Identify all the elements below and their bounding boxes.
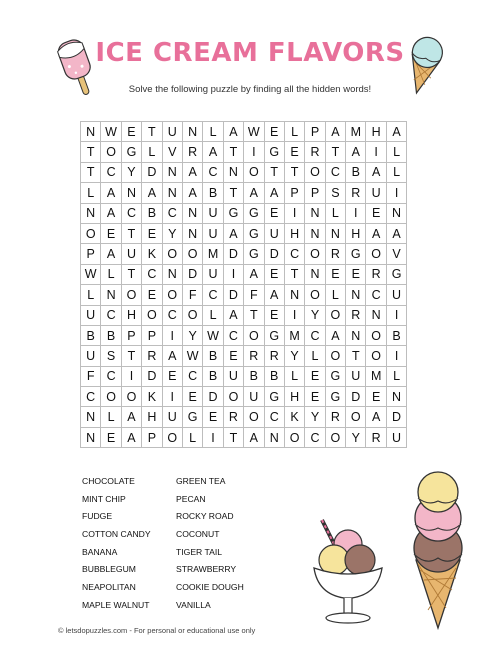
grid-cell: U <box>81 305 101 325</box>
grid-cell: I <box>121 366 141 386</box>
grid-cell: O <box>121 285 141 305</box>
grid-cell: W <box>244 122 264 142</box>
grid-cell: T <box>284 264 304 284</box>
copyright-footer: © letsdopuzzles.com - For personal or educational use only <box>58 626 256 635</box>
grid-cell: I <box>284 305 304 325</box>
grid-cell: G <box>264 142 284 162</box>
grid-cell: C <box>162 305 182 325</box>
grid-cell: L <box>101 407 121 427</box>
grid-cell: O <box>244 325 264 345</box>
grid-cell: A <box>366 223 386 243</box>
grid-cell: C <box>142 264 162 284</box>
grid-cell: I <box>223 264 243 284</box>
grid-cell: C <box>203 162 223 182</box>
grid-cell: U <box>366 183 386 203</box>
grid-cell: Y <box>305 305 325 325</box>
triple-scoop-cone-icon <box>398 470 478 637</box>
grid-cell: D <box>223 285 243 305</box>
grid-cell: U <box>264 223 284 243</box>
grid-cell: A <box>325 325 345 345</box>
grid-cell: B <box>203 346 223 366</box>
grid-cell: P <box>142 427 162 447</box>
grid-cell: A <box>101 203 121 223</box>
grid-cell: E <box>162 366 182 386</box>
grid-cell: L <box>203 305 223 325</box>
grid-cell: A <box>264 183 284 203</box>
grid-cell: T <box>142 122 162 142</box>
grid-cell: R <box>325 407 345 427</box>
grid-cell: A <box>264 285 284 305</box>
grid-cell: N <box>386 203 406 223</box>
grid-cell: I <box>386 305 406 325</box>
grid-cell: P <box>142 325 162 345</box>
grid-cell: B <box>264 366 284 386</box>
grid-cell: G <box>325 387 345 407</box>
grid-cell: V <box>162 142 182 162</box>
grid-cell: C <box>284 244 304 264</box>
grid-cell: O <box>284 427 304 447</box>
grid-cell: A <box>244 264 264 284</box>
grid-cell: D <box>182 264 202 284</box>
grid-row <box>81 346 407 366</box>
grid-row <box>81 264 407 284</box>
grid-cell: T <box>244 305 264 325</box>
grid-cell: O <box>182 244 202 264</box>
grid-cell: N <box>305 264 325 284</box>
grid-cell: H <box>284 387 304 407</box>
grid-cell: S <box>325 183 345 203</box>
grid-cell: T <box>121 346 141 366</box>
grid-cell: H <box>366 122 386 142</box>
grid-cell: T <box>223 142 243 162</box>
grid-row <box>81 223 407 243</box>
grid-cell: C <box>101 366 121 386</box>
word-list-item: COCONUT <box>176 529 220 540</box>
grid-cell: D <box>142 162 162 182</box>
grid-cell: C <box>182 366 202 386</box>
grid-cell: E <box>284 142 304 162</box>
grid-cell: C <box>162 203 182 223</box>
grid-cell: R <box>264 346 284 366</box>
grid-row <box>81 122 407 142</box>
word-list-column-1 <box>82 473 151 615</box>
grid-cell: N <box>182 122 202 142</box>
grid-cell: R <box>346 305 366 325</box>
grid-cell: I <box>203 427 223 447</box>
grid-cell: R <box>325 244 345 264</box>
grid-cell: A <box>366 162 386 182</box>
grid-cell: U <box>81 346 101 366</box>
word-list-item: ROCKY ROAD <box>176 511 234 522</box>
grid-cell: A <box>223 223 243 243</box>
grid-cell: U <box>162 407 182 427</box>
grid-row <box>81 285 407 305</box>
grid-cell: G <box>182 407 202 427</box>
grid-cell: T <box>346 346 366 366</box>
word-list-item: MAPLE WALNUT <box>82 599 150 610</box>
grid-cell: R <box>366 264 386 284</box>
grid-cell: E <box>346 264 366 284</box>
grid-cell: C <box>101 162 121 182</box>
grid-cell: A <box>386 223 406 243</box>
grid-cell: G <box>264 387 284 407</box>
grid-cell: R <box>305 142 325 162</box>
grid-cell: G <box>264 325 284 345</box>
grid-cell: P <box>81 244 101 264</box>
grid-cell: E <box>223 346 243 366</box>
grid-cell: N <box>101 285 121 305</box>
grid-cell: C <box>305 325 325 345</box>
grid-cell: N <box>325 223 345 243</box>
grid-cell: L <box>284 122 304 142</box>
grid-cell: O <box>101 387 121 407</box>
grid-cell: U <box>346 366 366 386</box>
grid-cell: L <box>386 366 406 386</box>
grid-cell: E <box>305 387 325 407</box>
grid-cell: U <box>386 285 406 305</box>
word-list-item: TIGER TAIL <box>176 546 223 557</box>
grid-cell: O <box>223 387 243 407</box>
grid-cell: E <box>203 407 223 427</box>
grid-row <box>81 305 407 325</box>
grid-cell: T <box>121 223 141 243</box>
grid-cell: B <box>142 203 162 223</box>
grid-cell: I <box>386 346 406 366</box>
grid-cell: R <box>182 142 202 162</box>
grid-cell: O <box>325 346 345 366</box>
grid-cell: G <box>346 244 366 264</box>
grid-cell: L <box>284 366 304 386</box>
grid-cell: T <box>121 264 141 284</box>
grid-cell: A <box>101 244 121 264</box>
grid-cell: W <box>203 325 223 345</box>
grid-cell: O <box>325 305 345 325</box>
grid-cell: L <box>81 183 101 203</box>
grid-row <box>81 387 407 407</box>
grid-cell: N <box>81 427 101 447</box>
grid-cell: L <box>182 427 202 447</box>
grid-cell: M <box>346 122 366 142</box>
word-list-item: COTTON CANDY <box>82 529 151 540</box>
grid-cell: N <box>81 407 101 427</box>
word-list-item: CHOCOLATE <box>82 476 135 486</box>
grid-cell: C <box>264 407 284 427</box>
grid-cell: T <box>223 183 243 203</box>
grid-cell: C <box>81 387 101 407</box>
grid-cell: D <box>142 366 162 386</box>
grid-cell: A <box>121 427 141 447</box>
grid-row <box>81 162 407 182</box>
grid-cell: O <box>366 346 386 366</box>
grid-cell: T <box>284 162 304 182</box>
grid-cell: L <box>142 142 162 162</box>
grid-cell: N <box>121 183 141 203</box>
grid-cell: U <box>203 203 223 223</box>
grid-cell: T <box>325 142 345 162</box>
grid-cell: H <box>284 223 304 243</box>
grid-cell: D <box>386 407 406 427</box>
grid-cell: W <box>101 122 121 142</box>
grid-cell: I <box>162 387 182 407</box>
grid-cell: L <box>386 162 406 182</box>
grid-row <box>81 142 407 162</box>
grid-cell: Y <box>162 223 182 243</box>
grid-cell: T <box>81 142 101 162</box>
grid-cell: N <box>162 264 182 284</box>
grid-cell: A <box>203 142 223 162</box>
grid-cell: A <box>121 407 141 427</box>
grid-cell: A <box>346 142 366 162</box>
grid-cell: E <box>366 387 386 407</box>
grid-cell: C <box>203 285 223 305</box>
grid-cell: L <box>203 122 223 142</box>
grid-cell: T <box>223 427 243 447</box>
grid-cell: E <box>264 122 284 142</box>
grid-cell: C <box>305 427 325 447</box>
grid-cell: A <box>142 183 162 203</box>
grid-cell: Y <box>284 346 304 366</box>
grid-cell: P <box>284 183 304 203</box>
grid-cell: L <box>325 285 345 305</box>
grid-cell: H <box>346 223 366 243</box>
grid-cell: E <box>264 203 284 223</box>
grid-cell: H <box>121 305 141 325</box>
grid-cell: I <box>284 203 304 223</box>
grid-cell: I <box>366 142 386 162</box>
grid-cell: M <box>366 366 386 386</box>
grid-cell: O <box>142 305 162 325</box>
grid-cell: N <box>162 162 182 182</box>
page-subtitle: Solve the following puzzle by finding all the hidden words! <box>128 84 372 95</box>
grid-cell: O <box>244 407 264 427</box>
word-list-item: BANANA <box>82 546 118 557</box>
grid-cell: F <box>81 366 101 386</box>
word-list-item: VANILLA <box>176 599 211 610</box>
grid-cell: N <box>81 122 101 142</box>
grid-cell: T <box>81 162 101 182</box>
grid-cell: O <box>162 244 182 264</box>
grid-cell: F <box>244 285 264 305</box>
grid-cell: A <box>386 122 406 142</box>
grid-row <box>81 427 407 447</box>
grid-cell: A <box>223 305 243 325</box>
grid-row <box>81 183 407 203</box>
grid-cell: N <box>366 305 386 325</box>
grid-cell: O <box>121 387 141 407</box>
grid-cell: M <box>284 325 304 345</box>
grid-cell: E <box>101 427 121 447</box>
grid-cell: N <box>346 325 366 345</box>
grid-cell: I <box>386 183 406 203</box>
grid-cell: I <box>162 325 182 345</box>
grid-cell: C <box>325 162 345 182</box>
grid-cell: I <box>244 142 264 162</box>
grid-cell: W <box>182 346 202 366</box>
grid-cell: B <box>203 366 223 386</box>
grid-cell: E <box>142 285 162 305</box>
grid-cell: N <box>81 203 101 223</box>
grid-cell: M <box>203 244 223 264</box>
grid-cell: E <box>264 264 284 284</box>
grid-cell: O <box>325 427 345 447</box>
grid-cell: D <box>203 387 223 407</box>
grid-cell: N <box>162 183 182 203</box>
word-list-item: PECAN <box>176 493 206 504</box>
grid-cell: I <box>346 203 366 223</box>
grid-cell: O <box>162 427 182 447</box>
grid-cell: C <box>223 325 243 345</box>
grid-cell: B <box>386 325 406 345</box>
grid-cell: L <box>81 285 101 305</box>
grid-cell: D <box>223 244 243 264</box>
grid-cell: G <box>244 244 264 264</box>
grid-cell: B <box>81 325 101 345</box>
word-list-column-2 <box>176 473 244 615</box>
grid-cell: N <box>346 285 366 305</box>
word-list-item: STRAWBERRY <box>176 564 237 575</box>
grid-cell: G <box>244 203 264 223</box>
grid-cell: N <box>264 427 284 447</box>
grid-cell: N <box>182 223 202 243</box>
grid-cell: O <box>182 305 202 325</box>
grid-cell: G <box>223 203 243 223</box>
grid-cell: A <box>366 407 386 427</box>
grid-cell: O <box>101 142 121 162</box>
grid-cell: E <box>101 223 121 243</box>
grid-cell: R <box>142 346 162 366</box>
grid-cell: O <box>81 223 101 243</box>
grid-cell: O <box>366 244 386 264</box>
grid-cell: O <box>162 285 182 305</box>
grid-cell: H <box>142 407 162 427</box>
grid-cell: G <box>386 264 406 284</box>
grid-cell: N <box>284 285 304 305</box>
grid-cell: C <box>101 305 121 325</box>
grid-cell: U <box>244 387 264 407</box>
grid-cell: T <box>264 162 284 182</box>
grid-cell: Y <box>121 162 141 182</box>
grid-cell: C <box>366 285 386 305</box>
grid-cell: E <box>142 223 162 243</box>
word-list-item: FUDGE <box>82 511 113 522</box>
grid-cell: N <box>305 223 325 243</box>
grid-cell: G <box>121 142 141 162</box>
grid-cell: A <box>182 162 202 182</box>
word-list-item: NEAPOLITAN <box>82 582 136 593</box>
grid-cell: R <box>223 407 243 427</box>
grid-cell: A <box>244 427 264 447</box>
grid-cell: B <box>101 325 121 345</box>
page-title: ICE CREAM FLAVORS <box>95 38 405 68</box>
grid-cell: R <box>346 183 366 203</box>
grid-cell: O <box>346 407 366 427</box>
grid-cell: U <box>162 122 182 142</box>
grid-cell: W <box>81 264 101 284</box>
grid-cell: A <box>244 183 264 203</box>
word-list-item: BUBBLEGUM <box>82 564 136 575</box>
grid-cell: K <box>142 387 162 407</box>
grid-cell: B <box>203 183 223 203</box>
grid-cell: G <box>325 366 345 386</box>
grid-cell: G <box>244 223 264 243</box>
grid-cell: U <box>203 264 223 284</box>
grid-cell: S <box>101 346 121 366</box>
grid-cell: C <box>121 203 141 223</box>
grid-cell: K <box>142 244 162 264</box>
grid-cell: L <box>325 203 345 223</box>
grid-row <box>81 244 407 264</box>
grid-cell: L <box>305 346 325 366</box>
grid-cell: U <box>203 223 223 243</box>
grid-cell: N <box>386 387 406 407</box>
grid-cell: R <box>366 427 386 447</box>
grid-cell: A <box>162 346 182 366</box>
grid-cell: P <box>121 325 141 345</box>
grid-cell: U <box>121 244 141 264</box>
grid-cell: E <box>182 387 202 407</box>
grid-cell: K <box>284 407 304 427</box>
grid-cell: N <box>305 203 325 223</box>
grid-row <box>81 407 407 427</box>
grid-cell: B <box>244 366 264 386</box>
grid-row <box>81 366 407 386</box>
word-list-item: MINT CHIP <box>82 493 126 504</box>
grid-cell: B <box>346 162 366 182</box>
sundae-icon <box>300 518 396 631</box>
grid-cell: D <box>264 244 284 264</box>
grid-cell: V <box>386 244 406 264</box>
grid-cell: D <box>346 387 366 407</box>
grid-row <box>81 203 407 223</box>
grid-cell: A <box>325 122 345 142</box>
grid-cell: A <box>223 122 243 142</box>
grid-cell: P <box>305 122 325 142</box>
word-search-grid <box>80 121 407 448</box>
grid-cell: O <box>305 285 325 305</box>
grid-cell: A <box>182 183 202 203</box>
grid-cell: L <box>386 142 406 162</box>
grid-cell: A <box>101 183 121 203</box>
grid-cell: Y <box>182 325 202 345</box>
grid-cell: U <box>223 366 243 386</box>
grid-cell: O <box>305 244 325 264</box>
grid-cell: O <box>305 162 325 182</box>
grid-cell: O <box>244 162 264 182</box>
grid-cell: Y <box>346 427 366 447</box>
word-list-item: GREEN TEA <box>176 476 226 486</box>
grid-cell: R <box>244 346 264 366</box>
grid-cell: E <box>305 366 325 386</box>
grid-cell: N <box>182 203 202 223</box>
grid-cell: O <box>366 325 386 345</box>
grid-cell: N <box>223 162 243 182</box>
grid-cell: E <box>121 122 141 142</box>
grid-cell: E <box>366 203 386 223</box>
grid-cell: E <box>264 305 284 325</box>
grid-cell: U <box>386 427 406 447</box>
grid-row <box>81 325 407 345</box>
grid-cell: P <box>305 183 325 203</box>
grid-cell: F <box>182 285 202 305</box>
grid-cell: L <box>101 264 121 284</box>
grid-cell: E <box>325 264 345 284</box>
grid-cell: Y <box>305 407 325 427</box>
word-list-item: COOKIE DOUGH <box>176 582 244 593</box>
